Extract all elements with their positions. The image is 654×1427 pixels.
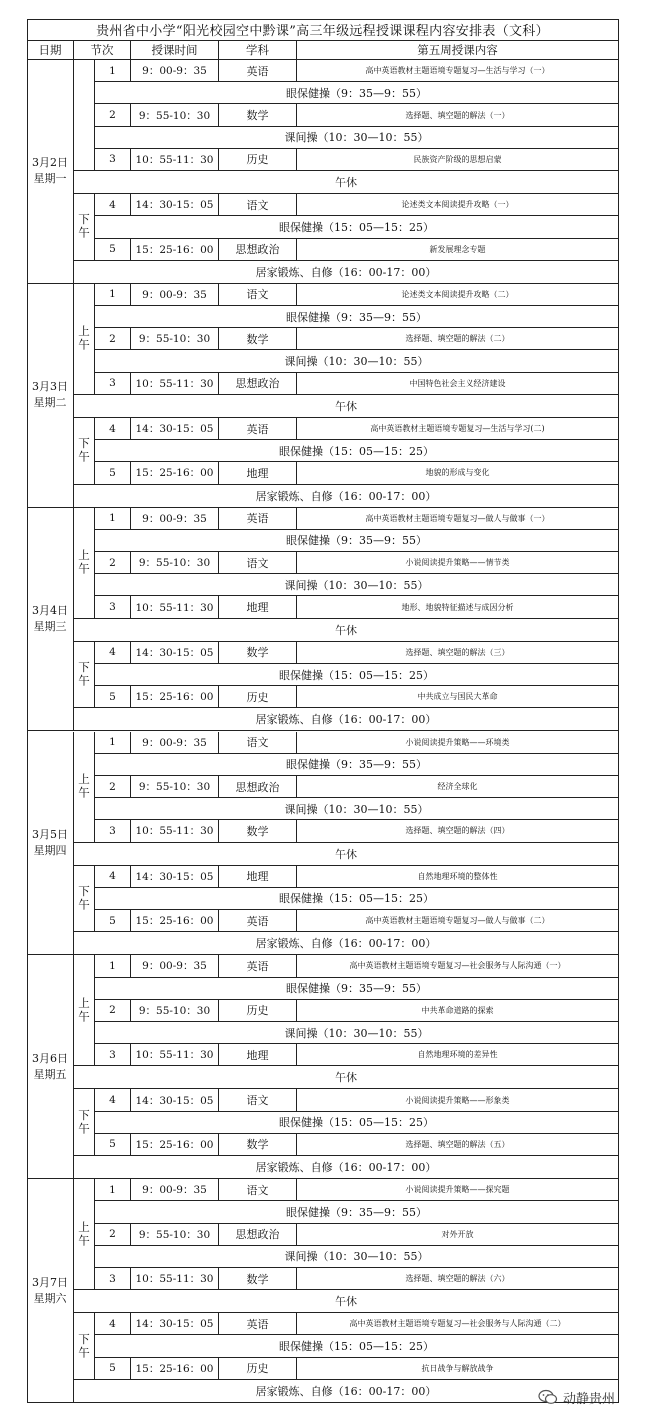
lesson-content: 中共成立与国民大革命 — [297, 686, 619, 708]
session-number: 2 — [95, 1224, 131, 1246]
lesson-content: 论述类文本阅读提升攻略（二） — [297, 284, 619, 306]
subject: 语文 — [219, 1089, 297, 1111]
half-afternoon: 下午 — [74, 866, 95, 933]
break-row: 课间操（10：30—10：55） — [95, 127, 619, 149]
lesson-content: 选择题、填空题的解法（三） — [297, 642, 619, 664]
noon-rest-row: 午休 — [74, 1290, 619, 1313]
break-row: 课间操（10：30—10：55） — [95, 1022, 619, 1044]
lesson-content: 选择题、填空题的解法（五） — [297, 1134, 619, 1156]
lesson-content: 中共革命道路的探索 — [297, 1000, 619, 1022]
wechat-icon — [538, 1389, 558, 1405]
lesson-content: 选择题、填空题的解法（二） — [297, 328, 619, 350]
half-morning: 上午 — [74, 508, 95, 619]
subject: 数学 — [219, 104, 297, 126]
session-number: 2 — [95, 552, 131, 574]
break-row: 眼保健操（9：35—9：55） — [95, 306, 619, 328]
subject: 历史 — [219, 686, 297, 708]
subject: 数学 — [219, 1268, 297, 1290]
class-time: 15：25-16：00 — [131, 686, 219, 708]
lesson-content: 选择题、填空题的解法（一） — [297, 104, 619, 126]
session-number: 4 — [95, 1089, 131, 1111]
class-time: 9：00-9：35 — [131, 60, 219, 82]
lesson-content: 地貌的形成与变化 — [297, 462, 619, 484]
day-cell — [27, 60, 74, 284]
class-time: 9：00-9：35 — [131, 955, 219, 977]
header-subject: 学科 — [219, 41, 297, 60]
subject: 思想政治 — [219, 239, 297, 261]
class-time: 10：55-11：30 — [131, 1268, 219, 1290]
session-number: 1 — [95, 60, 131, 82]
class-time: 10：55-11：30 — [131, 596, 219, 618]
day-date: 3月5日 — [32, 827, 68, 841]
subject: 语文 — [219, 552, 297, 574]
class-time: 14：30-15：05 — [131, 418, 219, 440]
break-row: 眼保健操（15：05—15：25） — [95, 440, 619, 462]
lesson-content: 选择题、填空题的解法（四） — [297, 820, 619, 842]
break-row: 课间操（10：30—10：55） — [95, 1246, 619, 1268]
header-date: 日期 — [27, 41, 74, 60]
subject: 语文 — [219, 194, 297, 216]
lesson-content: 小说阅读提升策略——探究题 — [297, 1179, 619, 1201]
subject: 历史 — [219, 149, 297, 171]
lesson-content: 自然地理环境的差异性 — [297, 1044, 619, 1066]
break-row: 眼保健操（9：35—9：55） — [95, 1201, 619, 1223]
subject: 语文 — [219, 1179, 297, 1201]
half-afternoon: 下午 — [74, 642, 95, 709]
break-row: 眼保健操（9：35—9：55） — [95, 754, 619, 776]
lesson-content: 高中英语教材主题语境专题复习—生活与学习（一） — [297, 60, 619, 82]
half-morning: 上午 — [74, 955, 95, 1066]
lesson-content: 抗日战争与解放战争 — [297, 1358, 619, 1380]
break-row: 眼保健操（15：05—15：25） — [95, 1335, 619, 1357]
session-number: 1 — [95, 1179, 131, 1201]
session-number: 2 — [95, 776, 131, 798]
subject: 地理 — [219, 596, 297, 618]
half-morning: 上午 — [74, 284, 95, 395]
lesson-content: 小说阅读提升策略——环境类 — [297, 732, 619, 754]
day-cell — [27, 284, 74, 508]
session-number: 3 — [95, 596, 131, 618]
break-row: 眼保健操（15：05—15：25） — [95, 664, 619, 686]
lesson-content: 选择题、填空题的解法（六） — [297, 1268, 619, 1290]
session-number: 1 — [95, 732, 131, 754]
day-weekday: 星期三 — [33, 620, 67, 634]
lesson-content: 对外开放 — [297, 1224, 619, 1246]
class-time: 9：55-10：30 — [131, 104, 219, 126]
class-time: 9：00-9：35 — [131, 284, 219, 306]
day-weekday: 星期二 — [33, 396, 67, 410]
lesson-content: 论述类文本阅读提升攻略（一） — [297, 194, 619, 216]
half-afternoon: 下午 — [74, 1313, 95, 1380]
session-number: 4 — [95, 642, 131, 664]
class-time: 15：25-16：00 — [131, 1358, 219, 1380]
subject: 数学 — [219, 328, 297, 350]
class-time: 9：55-10：30 — [131, 1224, 219, 1246]
day-weekday: 星期四 — [33, 843, 67, 857]
class-time: 9：00-9：35 — [131, 1179, 219, 1201]
class-time: 9：00-9：35 — [131, 732, 219, 754]
session-number: 1 — [95, 284, 131, 306]
lesson-content: 高中英语教材主题语境专题复习—社会服务与人际沟通（一） — [297, 955, 619, 977]
subject: 数学 — [219, 820, 297, 842]
session-number: 5 — [95, 462, 131, 484]
subject: 思想政治 — [219, 1224, 297, 1246]
half-morning: 上午 — [74, 1179, 95, 1290]
subject: 语文 — [219, 284, 297, 306]
session-number: 5 — [95, 239, 131, 261]
class-time: 15：25-16：00 — [131, 1134, 219, 1156]
session-number: 3 — [95, 820, 131, 842]
subject: 数学 — [219, 642, 297, 664]
subject: 地理 — [219, 1044, 297, 1066]
lesson-content: 中国特色社会主义经济建设 — [297, 373, 619, 395]
break-row: 眼保健操（15：05—15：25） — [95, 888, 619, 910]
session-number: 4 — [95, 194, 131, 216]
self-study-row: 居家锻炼、自修（16：00-17：00） — [74, 932, 619, 955]
lesson-content: 小说阅读提升策略——形象类 — [297, 1089, 619, 1111]
session-number: 5 — [95, 686, 131, 708]
day-weekday: 星期一 — [33, 172, 67, 186]
session-number: 3 — [95, 373, 131, 395]
day-date: 3月3日 — [32, 380, 68, 394]
class-time: 9：55-10：30 — [131, 328, 219, 350]
lesson-content: 小说阅读提升策略——情节类 — [297, 552, 619, 574]
session-number: 5 — [95, 1134, 131, 1156]
day-weekday: 星期五 — [33, 1067, 67, 1081]
noon-rest-row: 午休 — [74, 395, 619, 418]
lesson-content: 高中英语教材主题语境专题复习—做人与做事（二） — [297, 910, 619, 932]
session-number: 3 — [95, 1268, 131, 1290]
half-afternoon: 下午 — [74, 194, 95, 261]
lesson-content: 经济全球化 — [297, 776, 619, 798]
subject: 数学 — [219, 1134, 297, 1156]
watermark-text: 动静贵州 — [563, 1391, 616, 1407]
session-number: 2 — [95, 104, 131, 126]
day-weekday: 星期六 — [33, 1291, 67, 1305]
session-number: 1 — [95, 955, 131, 977]
session-number: 2 — [95, 328, 131, 350]
day-cell — [27, 955, 74, 1179]
schedule-table — [27, 19, 619, 1403]
lesson-content: 高中英语教材主题语境专题复习—社会服务与人际沟通（二） — [297, 1313, 619, 1335]
noon-rest-row: 午休 — [74, 171, 619, 194]
session-number: 3 — [95, 149, 131, 171]
class-time: 14：30-15：05 — [131, 642, 219, 664]
lesson-content: 自然地理环境的整体性 — [297, 866, 619, 888]
watermark — [538, 1386, 615, 1408]
half-afternoon: 下午 — [74, 418, 95, 485]
session-number: 5 — [95, 910, 131, 932]
break-row: 眼保健操（9：35—9：55） — [95, 82, 619, 104]
subject: 英语 — [219, 910, 297, 932]
class-time: 10：55-11：30 — [131, 820, 219, 842]
day-date: 3月7日 — [32, 1275, 68, 1289]
class-time: 14：30-15：05 — [131, 1313, 219, 1335]
break-row: 眼保健操（9：35—9：55） — [95, 530, 619, 552]
class-time: 14：30-15：05 — [131, 866, 219, 888]
self-study-row: 居家锻炼、自修（16：00-17：00） — [74, 1156, 619, 1179]
table-title: 贵州省中小学“阳光校园空中黔课”高三年级远程授课课程内容安排表（文科） — [27, 19, 619, 41]
half-afternoon: 下午 — [74, 1089, 95, 1156]
break-row: 眼保健操（15：05—15：25） — [95, 216, 619, 238]
break-row: 课间操（10：30—10：55） — [95, 350, 619, 372]
session-number: 4 — [95, 418, 131, 440]
class-time: 15：25-16：00 — [131, 462, 219, 484]
lesson-content: 新发展理念专题 — [297, 239, 619, 261]
lesson-content: 地形、地貌特征描述与成因分析 — [297, 596, 619, 618]
self-study-row: 居家锻炼、自修（16：00-17：00） — [74, 1380, 619, 1403]
noon-rest-row: 午休 — [74, 1066, 619, 1089]
class-time: 9：55-10：30 — [131, 776, 219, 798]
lesson-content: 高中英语教材主题语境专题复习—做人与做事（一） — [297, 508, 619, 530]
class-time: 9：55-10：30 — [131, 552, 219, 574]
subject: 历史 — [219, 1358, 297, 1380]
day-date: 3月4日 — [32, 604, 68, 618]
session-number: 1 — [95, 508, 131, 530]
class-time: 10：55-11：30 — [131, 149, 219, 171]
header-time: 授课时间 — [131, 41, 219, 60]
subject: 英语 — [219, 508, 297, 530]
session-number: 5 — [95, 1358, 131, 1380]
subject: 语文 — [219, 732, 297, 754]
day-date: 3月6日 — [32, 1051, 68, 1065]
class-time: 9：55-10：30 — [131, 1000, 219, 1022]
class-time: 10：55-11：30 — [131, 1044, 219, 1066]
day-cell — [27, 732, 74, 956]
subject: 英语 — [219, 60, 297, 82]
subject: 思想政治 — [219, 776, 297, 798]
session-number: 2 — [95, 1000, 131, 1022]
class-time: 15：25-16：00 — [131, 239, 219, 261]
self-study-row: 居家锻炼、自修（16：00-17：00） — [74, 708, 619, 731]
self-study-row: 居家锻炼、自修（16：00-17：00） — [74, 261, 619, 284]
subject: 英语 — [219, 955, 297, 977]
self-study-row: 居家锻炼、自修（16：00-17：00） — [74, 485, 619, 508]
noon-rest-row: 午休 — [74, 619, 619, 642]
header-session: 节次 — [74, 41, 131, 60]
session-number: 4 — [95, 866, 131, 888]
session-number: 4 — [95, 1313, 131, 1335]
subject: 英语 — [219, 418, 297, 440]
day-cell — [27, 508, 74, 732]
lesson-content: 民族资产阶级的思想启蒙 — [297, 149, 619, 171]
break-row: 课间操（10：30—10：55） — [95, 574, 619, 596]
subject: 思想政治 — [219, 373, 297, 395]
header-content: 第五周授课内容 — [297, 41, 619, 60]
subject: 地理 — [219, 866, 297, 888]
class-time: 14：30-15：05 — [131, 1089, 219, 1111]
lesson-content: 高中英语教材主题语境专题复习—生活与学习(二) — [297, 418, 619, 440]
class-time: 10：55-11：30 — [131, 373, 219, 395]
break-row: 眼保健操（15：05—15：25） — [95, 1112, 619, 1134]
day-cell — [27, 1179, 74, 1403]
break-row: 眼保健操（9：35—9：55） — [95, 978, 619, 1000]
class-time: 9：00-9：35 — [131, 508, 219, 530]
half-morning — [74, 60, 95, 171]
class-time: 15：25-16：00 — [131, 910, 219, 932]
class-time: 14：30-15：05 — [131, 194, 219, 216]
session-number: 3 — [95, 1044, 131, 1066]
half-morning: 上午 — [74, 732, 95, 843]
subject: 地理 — [219, 462, 297, 484]
subject: 英语 — [219, 1313, 297, 1335]
subject: 历史 — [219, 1000, 297, 1022]
break-row: 课间操（10：30—10：55） — [95, 798, 619, 820]
noon-rest-row: 午休 — [74, 843, 619, 866]
day-date: 3月2日 — [32, 156, 68, 170]
